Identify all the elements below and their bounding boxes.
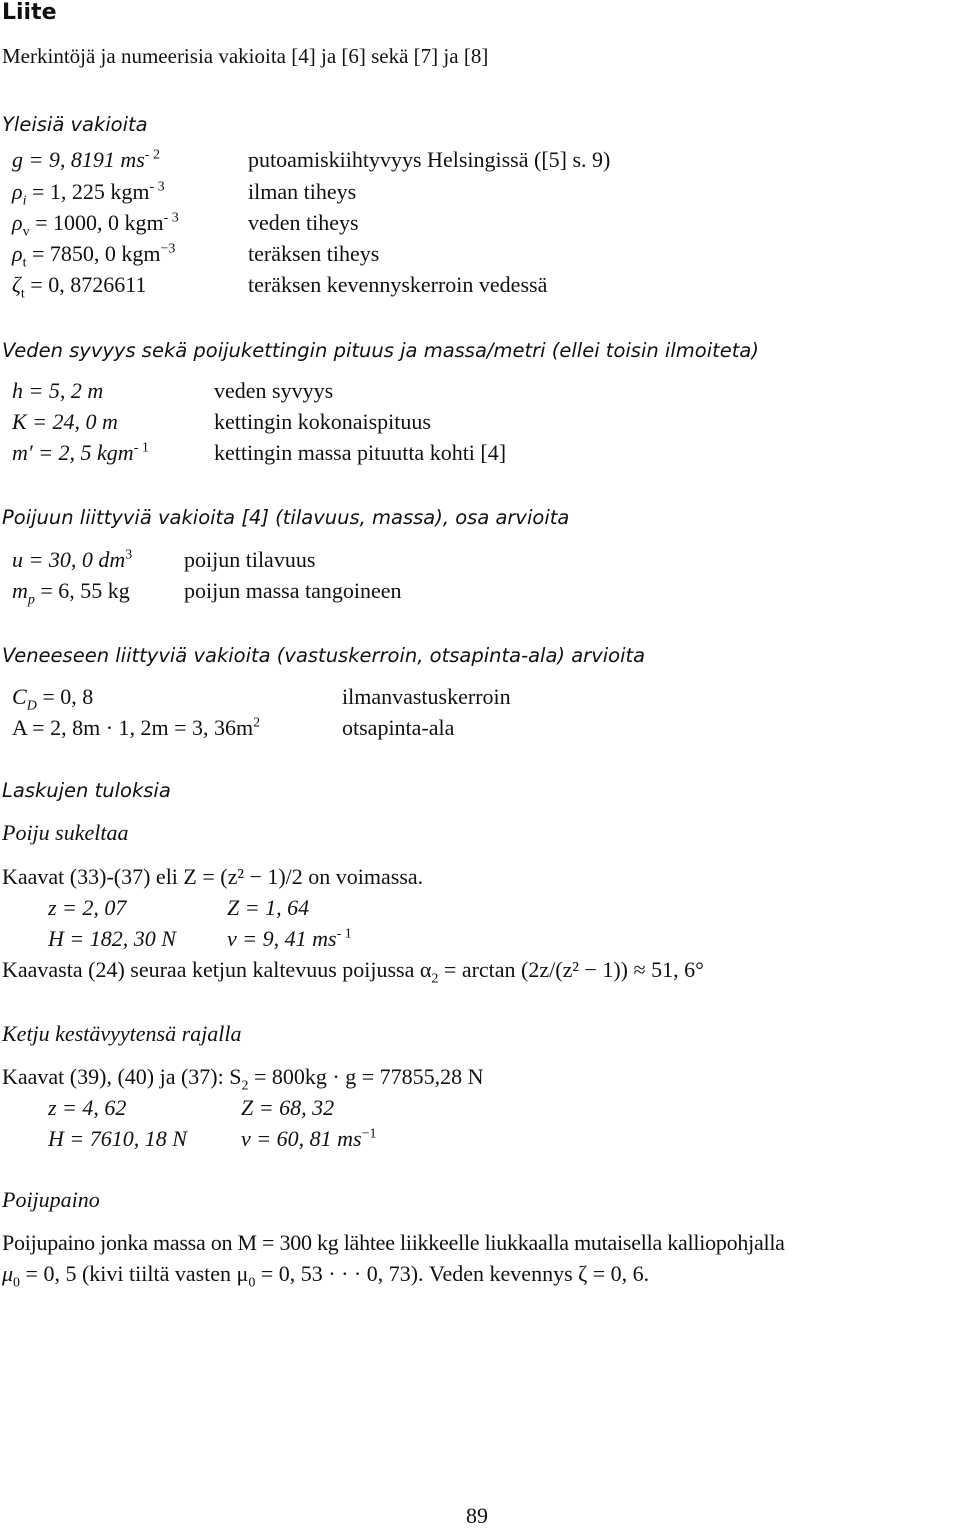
constant-row: $\zeta_t = 0$, 8726611 bbox=[12, 272, 147, 302]
constant-row: K = 24, 0 m bbox=[12, 409, 118, 434]
section-title-water: Veden syvyys sekä poijukettingin pituus ja massa/metri (ellei toisin ilmoiteta) bbox=[2, 339, 759, 362]
result-value: z = 2, 07 bbox=[48, 895, 127, 920]
constant-desc: kettingin kokonaispituus bbox=[214, 409, 431, 434]
appendix-heading: Liite bbox=[2, 0, 57, 25]
constant-row: $\rho_v = 1000$, 0 kgm$^{- 3}$ bbox=[12, 210, 179, 240]
constant-row: A = 2, 8m · 1, 2m = 3, $36m^2$ bbox=[12, 715, 261, 740]
subsection-title: Ketju kestävyytensä rajalla bbox=[2, 1021, 242, 1046]
result-value: v = 60, 81 $ms^{-1}$ bbox=[241, 1126, 377, 1151]
intro-line: Merkintöjä ja numeerisia vakioita [4] ja [6] sekä [7] ja [8] bbox=[2, 44, 489, 68]
result-line: $\mu_0 = 0$, 5 (kivi tiiltä vasten $\mu_0 = 0$, 53 · · · 0, 73). Veden kevennys ζ = 0, 6. bbox=[2, 1261, 650, 1291]
result-value: Z = 68, 32 bbox=[241, 1095, 335, 1120]
constant-desc: poijun massa tangoineen bbox=[184, 578, 402, 603]
constant-row: h = 5, 2 m bbox=[12, 378, 104, 403]
section-title-buoy: Poijuun liittyviä vakioita [4] (tilavuus, massa), osa arvioita bbox=[2, 506, 570, 529]
constant-desc: poijun tilavuus bbox=[184, 547, 316, 572]
page-number: 89 bbox=[466, 1503, 488, 1528]
constant-desc: kettingin massa pituutta kohti [4] bbox=[214, 440, 507, 465]
constant-desc: ilmanvastuskerroin bbox=[342, 684, 511, 709]
result-value: H = 182, 30 N bbox=[48, 926, 176, 951]
result-value: v = 9, 41 $ms^{- 1}$ bbox=[227, 926, 352, 951]
result-line: Kaavat (33)-(37) eli Z = (z² − 1)/2 on voimassa. bbox=[2, 864, 424, 889]
result-line: Poijupaino jonka massa on M = 300 kg lähtee liikkeelle liukkaalla mutaisella kalliopohjalla bbox=[2, 1230, 785, 1255]
constant-row: u = 30, 0 $dm^3$ bbox=[12, 547, 133, 572]
section-title-results: Laskujen tuloksia bbox=[2, 779, 171, 802]
section-title-general: Yleisiä vakioita bbox=[2, 113, 148, 136]
result-value: z = 4, 62 bbox=[48, 1095, 127, 1120]
subsection-title: Poijupaino bbox=[2, 1187, 100, 1212]
result-value: H = 7610, 18 N bbox=[48, 1126, 187, 1151]
constant-desc: putoamiskiihtyvyys Helsingissä ([5] s. 9) bbox=[248, 147, 611, 172]
constant-row: $\rho_t = 7850$, 0 kgm$^{-3}$ bbox=[12, 241, 176, 271]
constant-desc: teräksen kevennyskerroin vedessä bbox=[248, 272, 548, 297]
subsection-title: Poiju sukeltaa bbox=[2, 820, 129, 845]
section-title-boat: Veneeseen liittyviä vakioita (vastuskerroin, otsapinta-ala) arvioita bbox=[2, 644, 646, 667]
result-line: Kaavat (39), (40) ja (37): $S_2 = 800kg \cdot g = 77855,28$ N bbox=[2, 1064, 484, 1094]
constant-row: g = 9, 8191 $ms^{- 2}$ bbox=[12, 147, 160, 172]
constant-row: $m_p = 6$, 55 kg bbox=[12, 578, 130, 608]
constant-row: $C_D = 0$, 8 bbox=[12, 684, 94, 714]
result-value: Z = 1, 64 bbox=[227, 895, 310, 920]
constant-desc: veden syvyys bbox=[214, 378, 334, 403]
constant-desc: veden tiheys bbox=[248, 210, 359, 235]
constant-desc: otsapinta-ala bbox=[342, 715, 455, 740]
result-line: Kaavasta (24) seuraa ketjun kaltevuus poijussa $\alpha_2 = \arctan (2z/(z^2 - 1)) \approx 51$, 6° bbox=[2, 957, 704, 987]
constant-row: m′ = 2, 5 kgm$^{- 1}$ bbox=[12, 440, 149, 465]
constant-desc: ilman tiheys bbox=[248, 179, 357, 204]
constant-desc: teräksen tiheys bbox=[248, 241, 380, 266]
constant-row: $\rho_i = 1$, 225 kgm$^{- 3}$ bbox=[12, 179, 165, 209]
